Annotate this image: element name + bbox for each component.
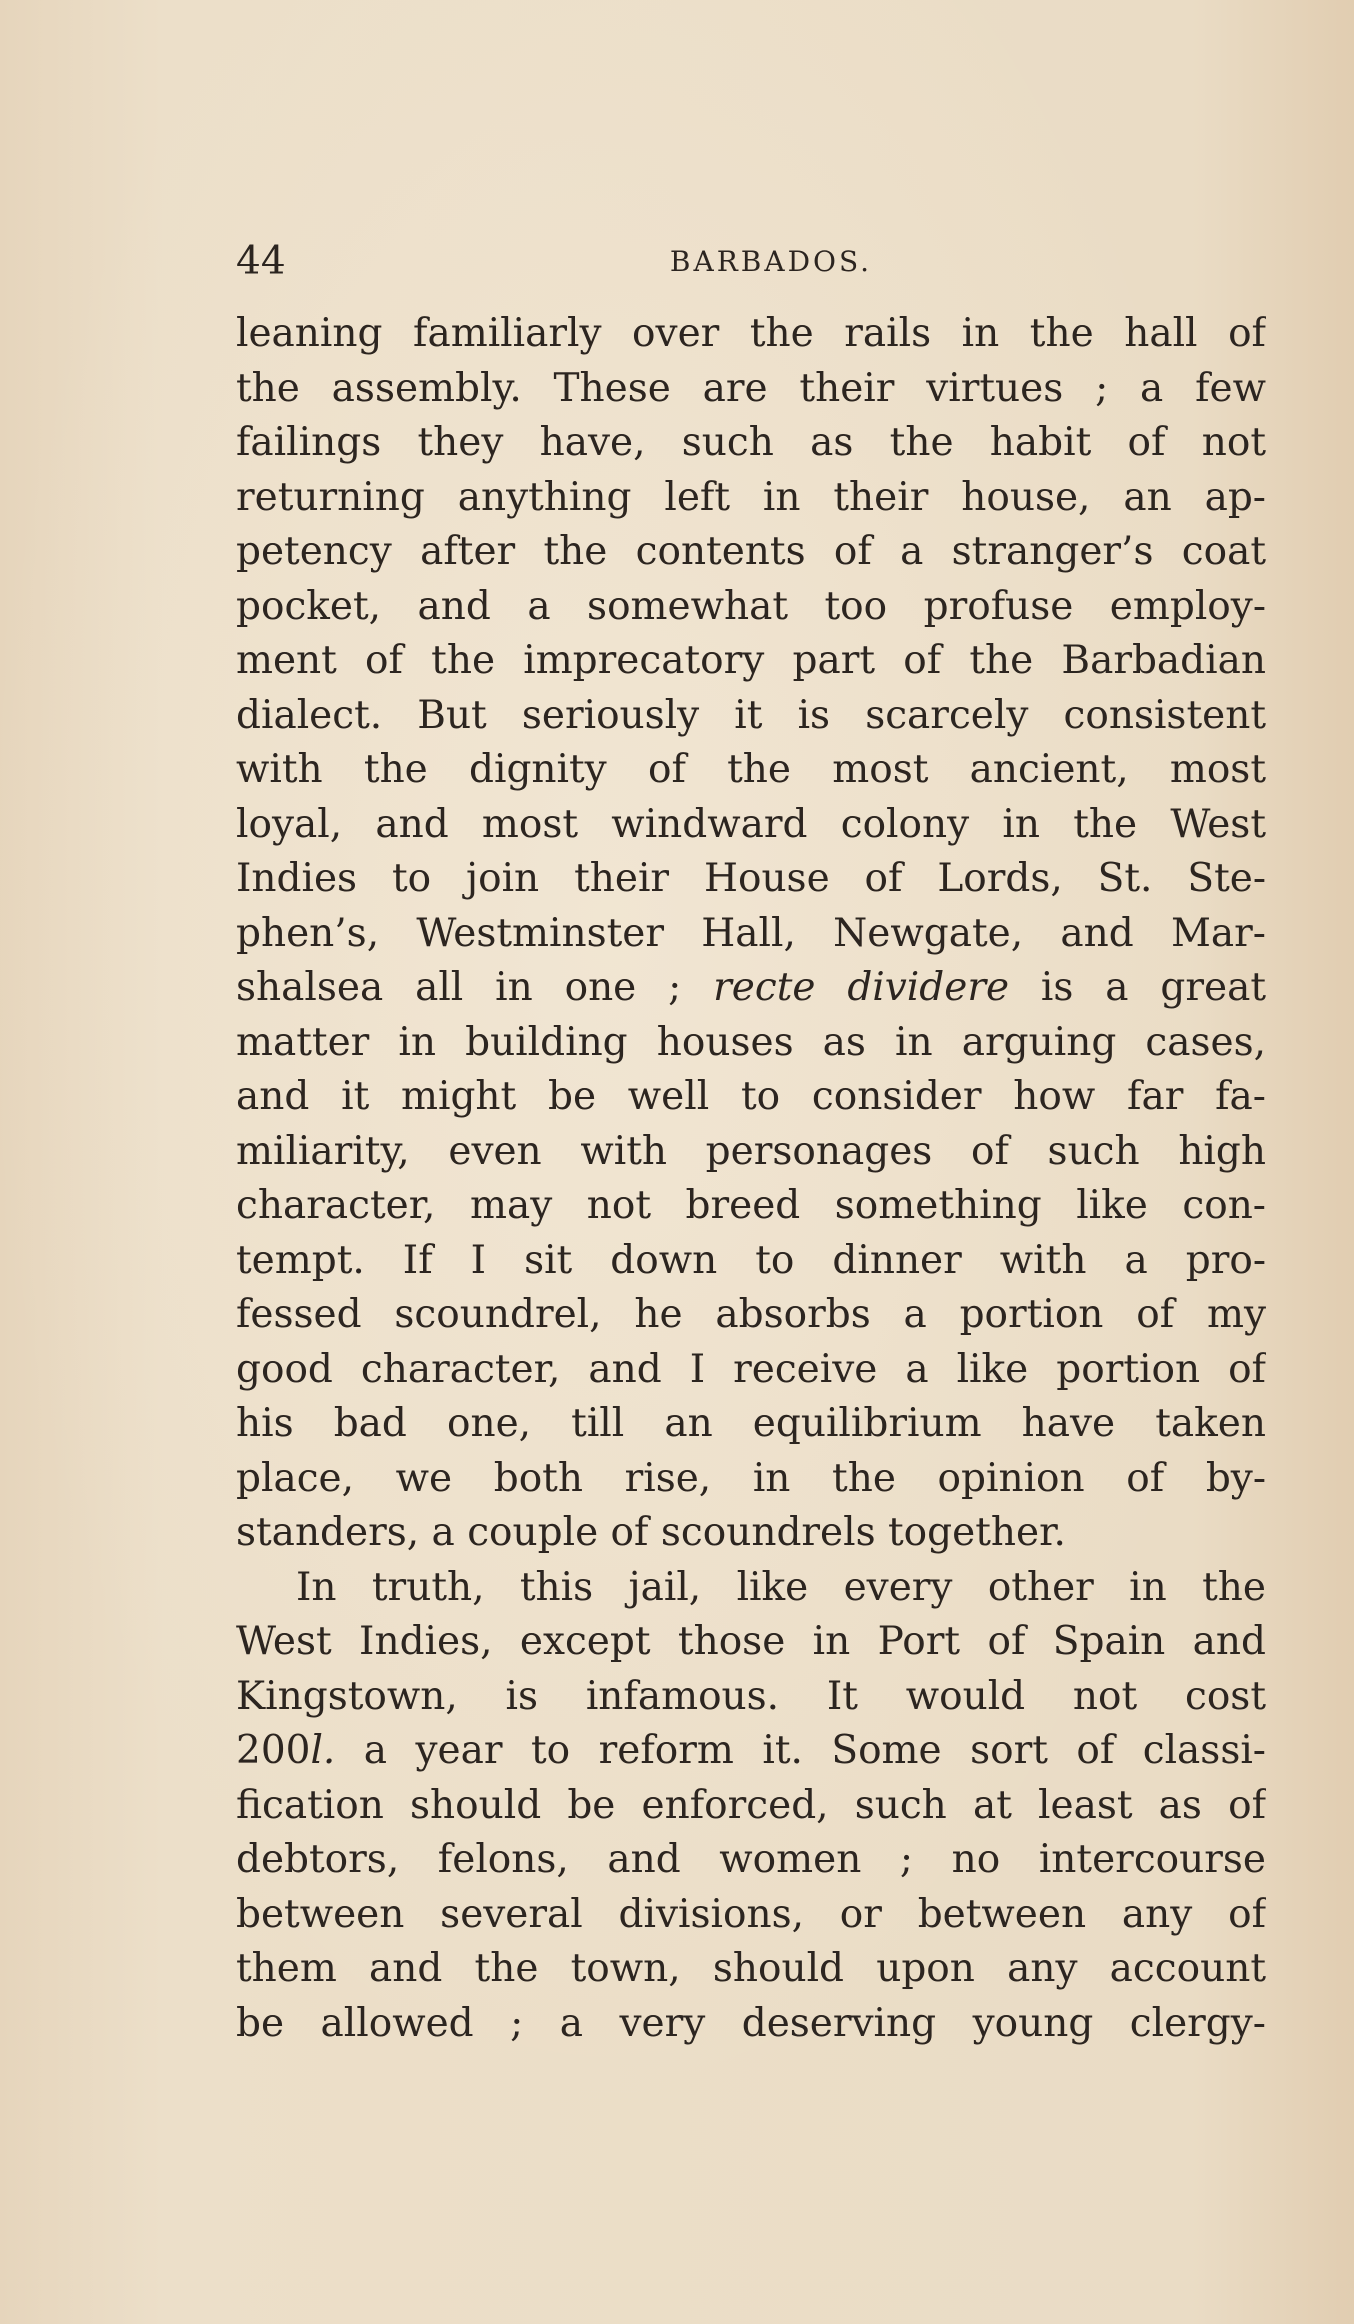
text-segment: 200	[236, 1728, 311, 1773]
text-line: them and the town, should upon any account	[236, 1946, 1266, 1991]
text-line: and it might be well to consider how far fa-	[236, 1074, 1266, 1119]
page-number: 44	[236, 239, 286, 284]
page-header	[236, 232, 1266, 292]
text-line: ment of the imprecatory part of the Barbadian	[236, 638, 1266, 683]
text-line: place, we both rise, in the opinion of by-	[236, 1455, 1266, 1501]
running-head: BARBADOS.	[669, 245, 873, 278]
text-line: Kingstown, is infamous. It would not cost	[236, 1673, 1266, 1719]
text-line: good character, and I receive a like portion of	[236, 1346, 1266, 1392]
text-line: leaning familiarly over the rails in the hall of	[236, 311, 1266, 356]
text-line: with the dignity of the most ancient, most	[236, 747, 1266, 792]
text-line: character, may not breed something like con-	[236, 1183, 1266, 1228]
italic-phrase: recte dividere	[713, 965, 1010, 1010]
text-line: failings they have, such as the habit of not	[236, 420, 1266, 465]
text-line: petency after the contents of a stranger’s coat	[236, 529, 1266, 574]
text-segment: shalsea all in one ;	[236, 965, 714, 1010]
text-segment: is a great	[1009, 965, 1266, 1010]
text-segment: a year to reform it. Some sort of classi-	[335, 1728, 1266, 1773]
text-line: phen’s, Westminster Hall, Newgate, and Mar-	[236, 910, 1266, 956]
text-line: fication should be enforced, such at least as of	[236, 1782, 1266, 1828]
text-line: debtors, felons, and women ; no intercourse	[236, 1837, 1266, 1882]
text-line: his bad one, till an equilibrium have taken	[236, 1401, 1266, 1446]
text-line: tempt. If I sit down to dinner with a pro-	[236, 1237, 1266, 1283]
text-line: between several divisions, or between any of	[236, 1891, 1266, 1937]
text-line: fessed scoundrel, he absorbs a portion of my	[236, 1292, 1266, 1337]
italic-abbreviation: l.	[310, 1728, 336, 1773]
text-line: loyal, and most windward colony in the West	[236, 801, 1266, 847]
text-line: standers, a couple of scoundrels together.	[236, 1510, 1066, 1555]
text-line: matter in building houses as in arguing cases,	[236, 1019, 1266, 1065]
text-line: the assembly. These are their virtues ; a few	[236, 365, 1266, 411]
text-line: dialect. But seriously it is scarcely consistent	[236, 692, 1266, 738]
text-line: In truth, this jail, like every other in the	[296, 1564, 1266, 1610]
text-line: pocket, and a somewhat too profuse employ-	[236, 583, 1266, 629]
text-line: miliarity, even with personages of such high	[236, 1128, 1266, 1174]
text-line: West Indies, except those in Port of Spain and	[236, 1619, 1266, 1664]
body-text	[236, 307, 1266, 2051]
text-line	[236, 961, 1266, 1016]
text-line: returning anything left in their house, an ap-	[236, 474, 1266, 520]
text-line: Indies to join their House of Lords, St. Ste-	[236, 856, 1266, 901]
text-line: be allowed ; a very deserving young clergy-	[236, 2000, 1266, 2046]
text-line	[236, 1724, 1266, 1779]
